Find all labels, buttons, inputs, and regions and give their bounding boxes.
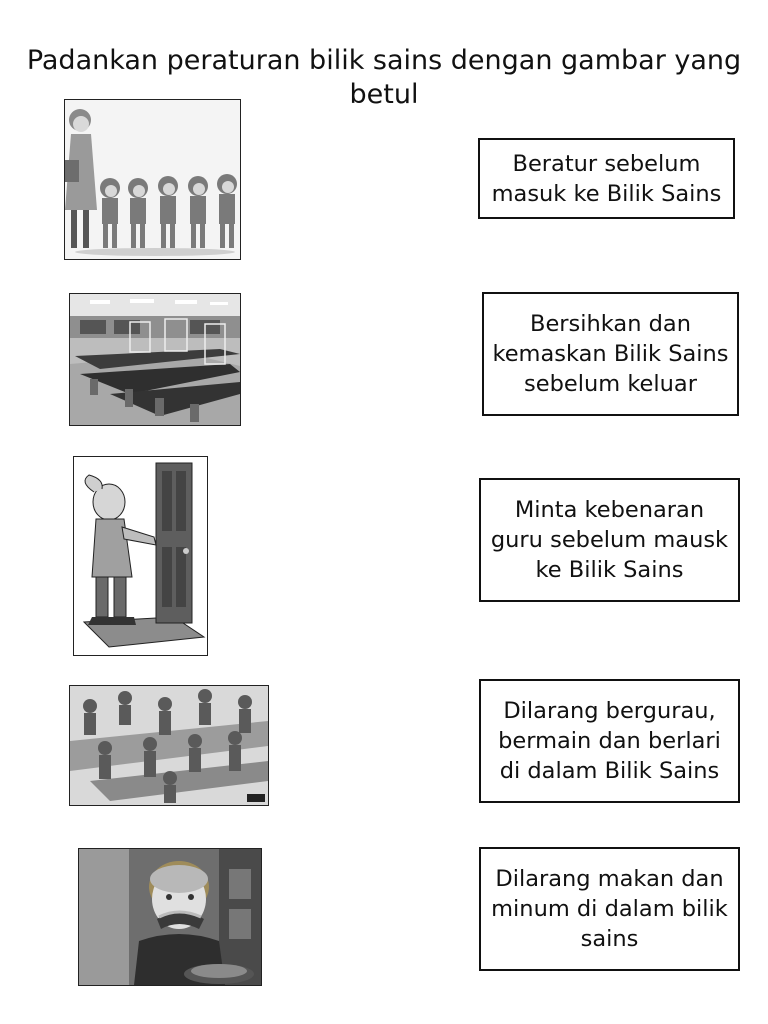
worksheet-title: Padankan peraturan bilik sains dengan gambar yang betul: [26, 45, 742, 110]
boy-eating-watermelon-picture[interactable]: [78, 848, 262, 986]
noisy-classroom-picture[interactable]: [69, 685, 269, 806]
rule-box-no-playing[interactable]: [479, 679, 740, 803]
empty-science-lab-picture[interactable]: [69, 293, 241, 426]
rule-text: Dilarang makan dan minum di dalam bilik sains: [491, 866, 728, 952]
rule-text: Bersihkan dan kemaskan Bilik Sains sebelum keluar: [492, 311, 729, 397]
rule-box-queue-before-entering[interactable]: [478, 138, 735, 219]
boy-eating-icon: [79, 849, 261, 985]
knocking-door-icon: [74, 457, 207, 655]
rule-box-no-eating[interactable]: [479, 847, 740, 971]
science-lab-icon: [70, 294, 240, 425]
queue-icon: [65, 100, 240, 259]
rule-text: Minta kebenaran guru sebelum mausk ke Bilik Sains: [490, 497, 729, 583]
queue-of-pupils-with-teacher-picture[interactable]: [64, 99, 241, 260]
man-knocking-on-door-picture[interactable]: [73, 456, 208, 656]
rule-box-ask-permission[interactable]: [479, 478, 740, 602]
rule-text: Beratur sebelum masuk ke Bilik Sains: [491, 150, 722, 207]
rule-text: Dilarang bergurau, bermain dan berlari di dalam Bilik Sains: [498, 698, 721, 784]
rule-box-clean-before-leaving[interactable]: [482, 292, 739, 416]
classroom-chaos-icon: [70, 686, 268, 805]
